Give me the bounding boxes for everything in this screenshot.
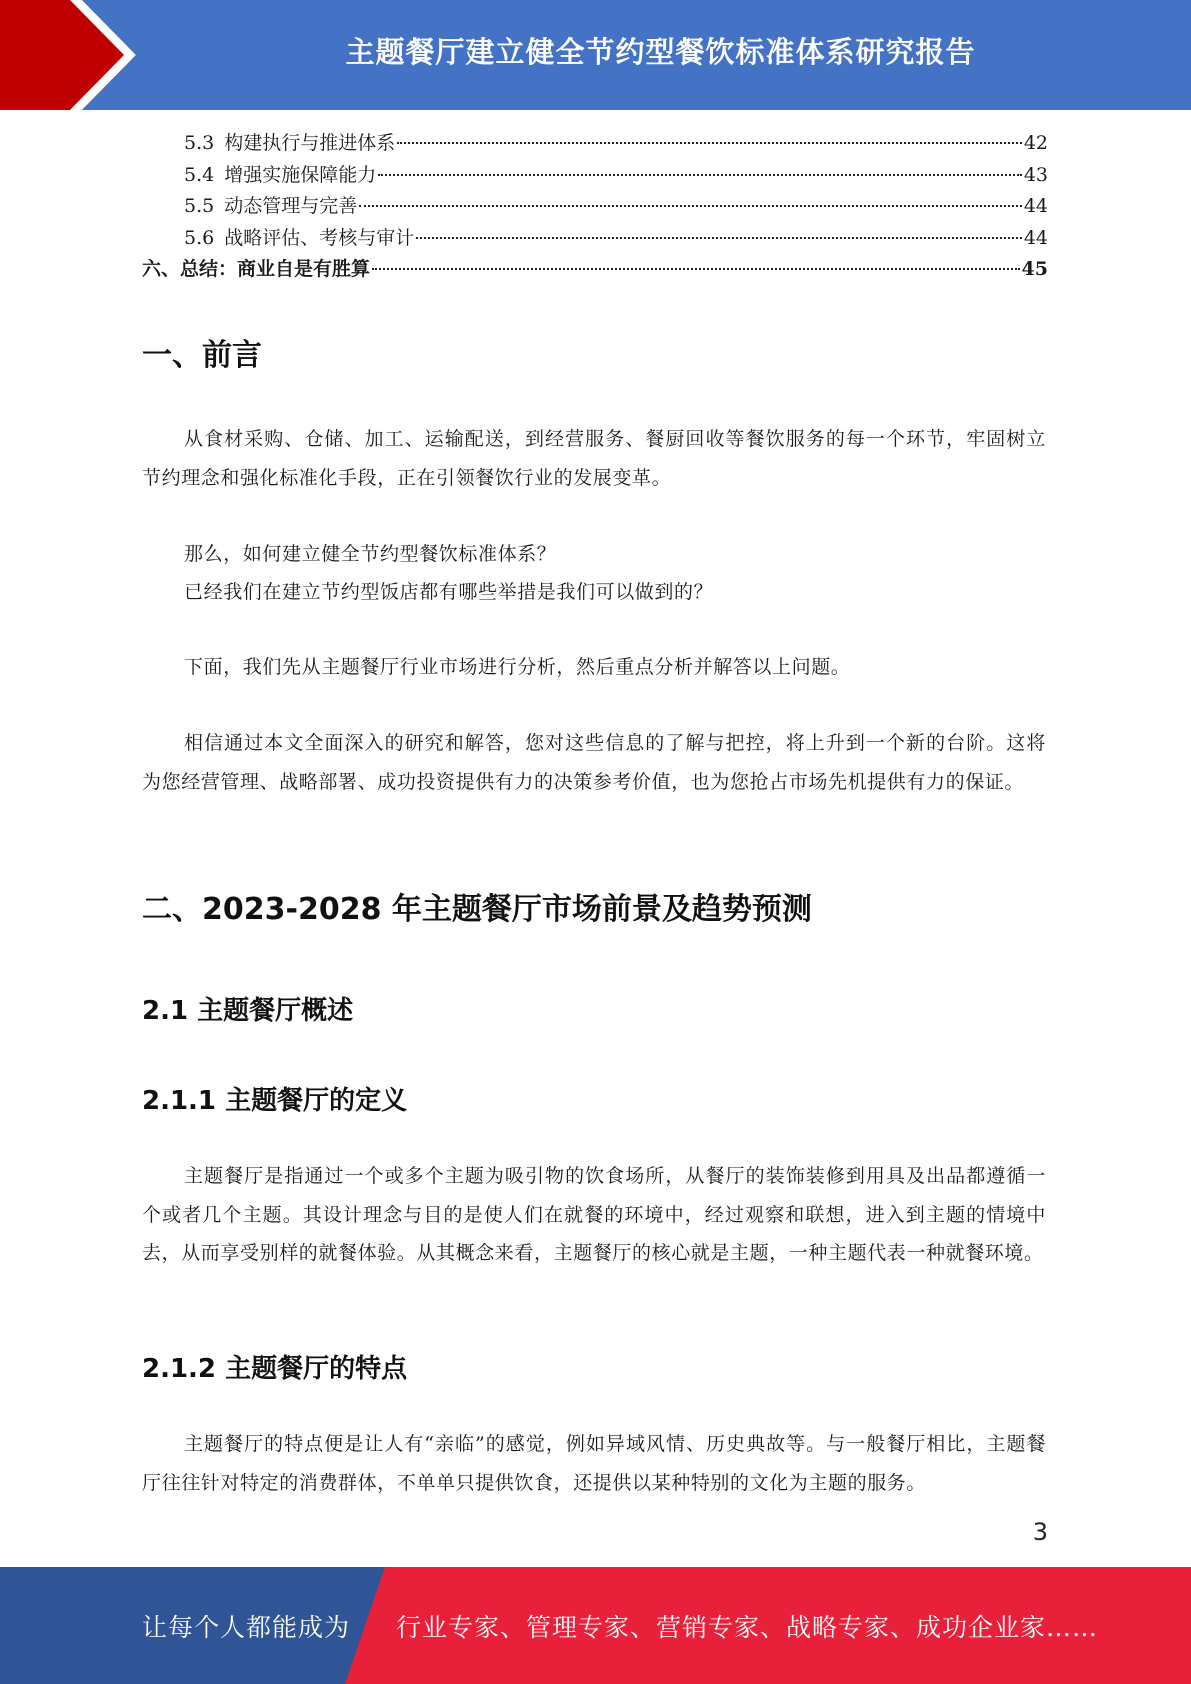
preface-paragraph-3: 相信通过本文全面深入的研究和解答，您对这些信息的了解与把控，将上升到一个新的台阶。这将为您经营管理、战略部署、成功投资提供有力的决策参考价值，也为您抢占市场先机提供有力的保证。 <box>142 732 1046 793</box>
toc-leader-dots <box>416 236 1022 239</box>
toc-entry[interactable] <box>142 160 1048 192</box>
toc-entry-page: 42 <box>1023 132 1048 154</box>
features-heading: 2.1.2 主题餐厅的特点 <box>142 1354 408 1384</box>
footer-slogan-right: 行业专家、管理专家、营销专家、战略专家、成功企业家…… <box>396 1612 1099 1642</box>
toc-entry[interactable] <box>142 254 1048 286</box>
definition-paragraph: 主题餐厅是指通过一个或多个主题为吸引物的饮食场所，从餐厅的装饰装修到用具及出品都遵循一个或者几个主题。其设计理念与目的是使人们在就餐的环境中，经过观察和联想，进入到主题的情境中去，从而享受别样的就餐体验。从其概念来看，主题餐厅的核心就是主题，一种主题代表一种就餐环境。 <box>142 1165 1046 1264</box>
footer-slogan-left: 让每个人都能成为 <box>142 1612 351 1642</box>
preface-paragraph-1: 从食材采购、仓储、加工、运输配送，到经营服务、餐厨回收等餐饮服务的每一个环节，牢固树立节约理念和强化标准化手段，正在引领餐饮行业的发展变革。 <box>142 428 1046 489</box>
preface-question-2: 已经我们在建立节约型饭店都有哪些举措是我们可以做到的？ <box>184 581 714 603</box>
features-paragraph: 主题餐厅的特点便是让人有“亲临”的感觉，例如异域风情、历史典故等。与一般餐厅相比，主题餐厅往往针对特定的消费群体，不单单只提供饮食，还提供以某种特别的文化为主题的服务。 <box>142 1433 1046 1494</box>
toc-entry-title: 动态管理与完善 <box>224 195 358 217</box>
toc-entry-number: 5.5 <box>184 195 215 217</box>
toc-entry-page: 45 <box>1021 258 1048 280</box>
page-header <box>0 0 1191 110</box>
overview-heading: 2.1 主题餐厅概述 <box>142 996 354 1026</box>
toc-entry-title: 战略评估、考核与审计 <box>224 226 415 249</box>
toc-leader-dots <box>397 141 1022 144</box>
toc-entry[interactable] <box>142 128 1048 160</box>
toc-entry-title: 六、总结：商业自是有胜算 <box>142 258 371 280</box>
toc-entry-page: 44 <box>1023 226 1048 249</box>
toc-entry-title: 增强实施保障能力 <box>224 163 377 186</box>
toc-entry-number: 5.4 <box>184 163 215 186</box>
preface-heading: 一、前言 <box>142 338 262 373</box>
toc-entry-number: 5.3 <box>184 132 215 154</box>
toc-entry-page: 43 <box>1023 163 1048 186</box>
toc-leader-dots <box>359 204 1022 207</box>
preface-question-1: 那么，如何建立健全节约型餐饮标准体系？ <box>184 543 557 565</box>
page-number: 3 <box>1032 1518 1048 1546</box>
definition-heading: 2.1.1 主题餐厅的定义 <box>142 1086 408 1116</box>
toc-entry-title: 构建执行与推进体系 <box>224 132 396 154</box>
toc-entry[interactable] <box>142 191 1048 223</box>
toc-entry[interactable] <box>142 223 1048 255</box>
header-arrow-decoration <box>0 0 160 110</box>
page-footer <box>0 1567 1191 1684</box>
report-title: 主题餐厅建立健全节约型餐饮标准体系研究报告 <box>345 34 976 69</box>
toc-leader-dots <box>378 173 1022 176</box>
toc-leader-dots <box>372 267 1020 270</box>
toc-entry-number: 5.6 <box>184 226 215 249</box>
table-of-contents <box>142 128 1048 286</box>
market-heading: 二、2023-2028 年主题餐厅市场前景及趋势预测 <box>142 892 812 927</box>
toc-entry-page: 44 <box>1023 195 1048 217</box>
preface-paragraph-2: 下面，我们先从主题餐厅行业市场进行分析，然后重点分析并解答以上问题。 <box>184 656 851 678</box>
